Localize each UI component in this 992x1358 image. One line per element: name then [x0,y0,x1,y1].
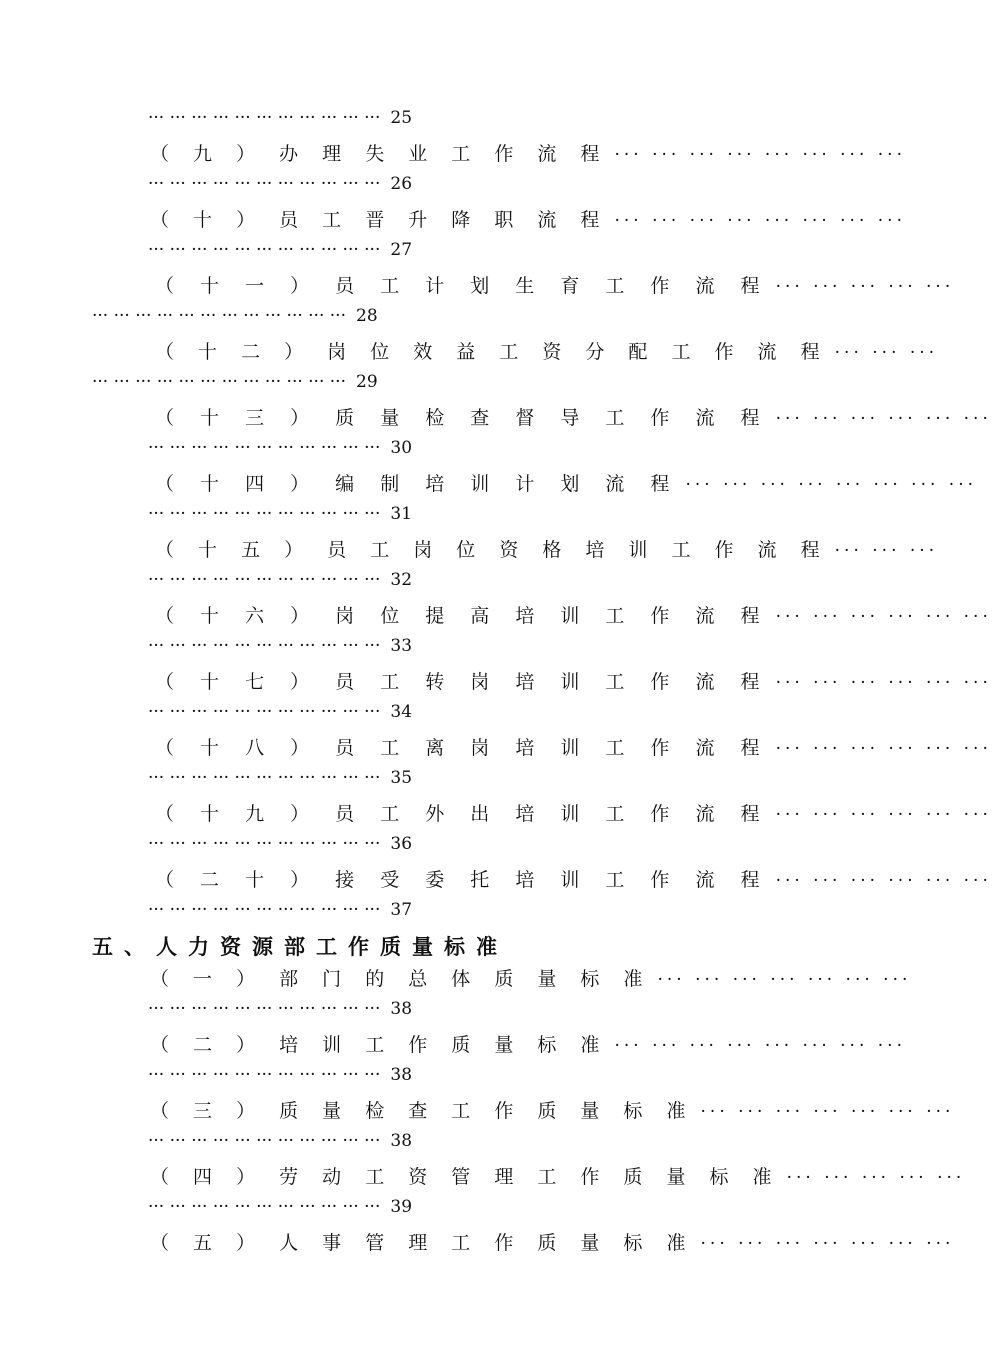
leader-dots: ··· ··· ··· ··· ··· ··· [775,739,992,759]
toc-entry-title-line[interactable] [155,667,992,697]
toc-entry-dots-line[interactable] [148,238,412,268]
toc-entry-title-line[interactable] [155,733,992,763]
toc-entry-title: （ 十 九 ） 员 工 外 出 培 训 工 作 流 程 [155,803,770,825]
leader-dots: ··· ··· ··· ··· ··· ··· [775,871,992,891]
leader-dots: ··· ··· ··· ··· ··· ··· ··· ··· ··· ··· ··· ··· [92,372,346,392]
leader-dots: ··· ··· ··· ··· ··· ··· ··· ··· [614,211,906,231]
leader-dots: ··· ··· ··· ··· ··· [786,1168,966,1188]
leader-dots: ··· ··· ··· ··· ··· ··· ··· ··· ··· ··· ··· [148,900,381,920]
leader-dots: ··· ··· ··· ··· ··· ··· ··· ··· ··· ··· ··· ··· [92,306,346,326]
page-number: 34 [390,702,413,722]
toc-entry-title-line[interactable] [150,1162,965,1192]
leader-dots: ··· ··· ··· ··· ··· ··· [775,805,992,825]
toc-entry-title-line[interactable] [155,799,992,829]
leader-dots: ··· ··· ··· ··· ··· ··· ··· ··· ··· ··· ··· [148,504,381,524]
leader-dots: ··· ··· ··· ··· ··· ··· ··· [700,1234,955,1254]
toc-entry-title: （ 十 八 ） 员 工 离 岗 培 训 工 作 流 程 [155,737,770,759]
toc-entry-dots-line[interactable] [148,634,412,664]
toc-entry-title: （ 一 ） 部 门 的 总 体 质 量 标 准 [150,968,652,990]
page-number: 29 [356,372,378,392]
leader-dots: ··· ··· ··· ··· ··· ··· ··· ··· [614,145,906,165]
page-number: 38 [390,999,413,1019]
leader-dots: ··· ··· ··· ··· ··· ··· ··· ··· ··· ··· ··· [148,636,381,656]
toc-entry-title: （ 十 六 ） 岗 位 提 高 培 训 工 作 流 程 [155,605,770,627]
toc-entry-dots-line[interactable] [148,172,412,202]
toc-entry-title: （ 十 一 ） 员 工 计 划 生 育 工 作 流 程 [155,275,770,297]
leader-dots: ··· ··· ··· ··· ··· ··· ··· ··· [614,1036,906,1056]
page-number: 36 [390,834,413,854]
page-number: 30 [390,438,413,458]
section-heading[interactable]: 五、人力资源部工作质量标准 [92,934,508,959]
toc-entry-title: （ 十 ） 员 工 晋 升 降 职 流 程 [150,209,609,231]
toc-entry-title: （ 十 二 ） 岗 位 效 益 工 资 分 配 工 作 流 程 [155,341,829,363]
leader-dots: ··· ··· ··· ··· ··· ··· ··· ··· ··· ··· ··· [148,1065,381,1085]
leader-dots: ··· ··· ··· [834,343,939,363]
leader-dots: ··· ··· ··· ··· ··· ··· ··· ··· ··· ··· ··· [148,999,381,1019]
toc-entry-title-line[interactable] [155,535,938,565]
toc-entry-dots-line[interactable] [148,1129,412,1159]
leader-dots: ··· ··· ··· ··· ··· ··· ··· ··· ··· ··· ··· [148,438,381,458]
toc-entry-dots-line[interactable] [148,1195,412,1225]
leader-dots: ··· ··· ··· ··· ··· ··· ··· ··· ··· ··· ··· [148,174,381,194]
toc-entry-dots-line[interactable] [148,832,412,862]
leader-dots: ··· ··· ··· ··· ··· ··· [775,673,992,693]
leader-dots: ··· ··· ··· ··· ··· [775,277,955,297]
toc-entry-title: （ 三 ） 质 量 检 查 工 作 质 量 标 准 [150,1100,695,1122]
toc-entry-title: （ 九 ） 办 理 失 业 工 作 流 程 [150,143,609,165]
toc-entry-title: （ 四 ） 劳 动 工 资 管 理 工 作 质 量 标 准 [150,1166,781,1188]
toc-entry-dots-line[interactable] [148,568,412,598]
leader-dots: ··· ··· ··· ··· ··· ··· ··· ··· ··· ··· ··· [148,1131,381,1151]
leader-dots: ··· ··· ··· ··· ··· ··· ··· ··· ··· ··· ··· [148,702,381,722]
toc-entry-title: （ 二 十 ） 接 受 委 托 培 训 工 作 流 程 [155,869,770,891]
page-number: 38 [390,1131,413,1151]
toc-entry-title-line[interactable] [155,601,992,631]
leader-dots: ··· ··· ··· ··· ··· ··· [775,607,992,627]
toc-entry-dots-line[interactable] [148,436,412,466]
toc-entry-title: （ 二 ） 培 训 工 作 质 量 标 准 [150,1034,609,1056]
leader-dots: ··· ··· ··· ··· ··· ··· ··· [657,970,912,990]
page-number: 31 [390,504,413,524]
toc-entry-dots-line[interactable] [148,766,412,796]
page-number: 27 [390,240,413,260]
toc-entry-title: （ 五 ） 人 事 管 理 工 作 质 量 标 准 [150,1232,695,1254]
toc-entry-title-line[interactable] [150,1228,954,1258]
toc-entry-dots-line[interactable] [148,898,412,928]
leader-dots: ··· ··· ··· ··· ··· ··· ··· ··· ··· ··· ··· [148,768,381,788]
leader-dots: ··· ··· ··· [834,541,939,561]
toc-entry-title: （ 十 三 ） 质 量 检 查 督 导 工 作 流 程 [155,407,770,429]
toc-entry-dots-line[interactable] [148,502,412,532]
leader-dots: ··· ··· ··· ··· ··· ··· ··· ··· ··· ··· ··· [148,1197,381,1217]
leader-dots: ··· ··· ··· ··· ··· ··· ··· ··· ··· ··· ··· [148,834,381,854]
page-number: 32 [390,570,413,590]
page-number: 39 [390,1197,413,1217]
toc-entry-dots-line[interactable] [148,1063,412,1093]
page-number: 28 [356,306,378,326]
toc-entry-dots-line[interactable] [148,997,412,1027]
page-number: 37 [390,900,413,920]
toc-entry-title-line[interactable] [150,139,906,169]
toc-entry-title: （ 十 五 ） 员 工 岗 位 资 格 培 训 工 作 流 程 [155,539,829,561]
toc-entry-title-line[interactable] [155,271,954,301]
toc-entry-title-line[interactable] [150,1096,954,1126]
toc-entry-title: （ 十 四 ） 编 制 培 训 计 划 流 程 [155,473,680,495]
page-number: 38 [390,1065,413,1085]
toc-entry-dots-line[interactable] [92,370,378,400]
toc-entry-dots-line[interactable] [92,304,378,334]
toc-entry-dots-line[interactable] [148,700,412,730]
page-number: 35 [390,768,413,788]
page-number: 25 [390,108,413,128]
toc-entry-line[interactable] [148,106,412,136]
leader-dots: ··· ··· ··· ··· ··· ··· ··· ··· ··· ··· ··· [148,240,381,260]
toc-entry-title-line[interactable] [155,865,992,895]
leader-dots: ··· ··· ··· ··· ··· ··· ··· [700,1102,955,1122]
leader-dots: ··· ··· ··· ··· ··· ··· ··· ··· ··· ··· ··· [148,570,381,590]
toc-entry-title-line[interactable] [155,403,992,433]
toc-entry-title-line[interactable] [155,337,938,367]
toc-entry-title-line[interactable] [155,469,977,499]
leader-dots: ··· ··· ··· ··· ··· ··· ··· ··· [685,475,978,495]
page-number: 26 [390,174,413,194]
leader-dots: ··· ··· ··· ··· ··· ··· [775,409,992,429]
toc-entry-title-line[interactable] [150,1030,906,1060]
leader-dots: ··· ··· ··· ··· ··· ··· ··· ··· ··· ··· ··· [148,108,381,128]
page-number: 33 [390,636,413,656]
toc-entry-title-line[interactable] [150,205,906,235]
toc-entry-title-line[interactable] [150,964,911,994]
toc-entry-title: （ 十 七 ） 员 工 转 岗 培 训 工 作 流 程 [155,671,770,693]
